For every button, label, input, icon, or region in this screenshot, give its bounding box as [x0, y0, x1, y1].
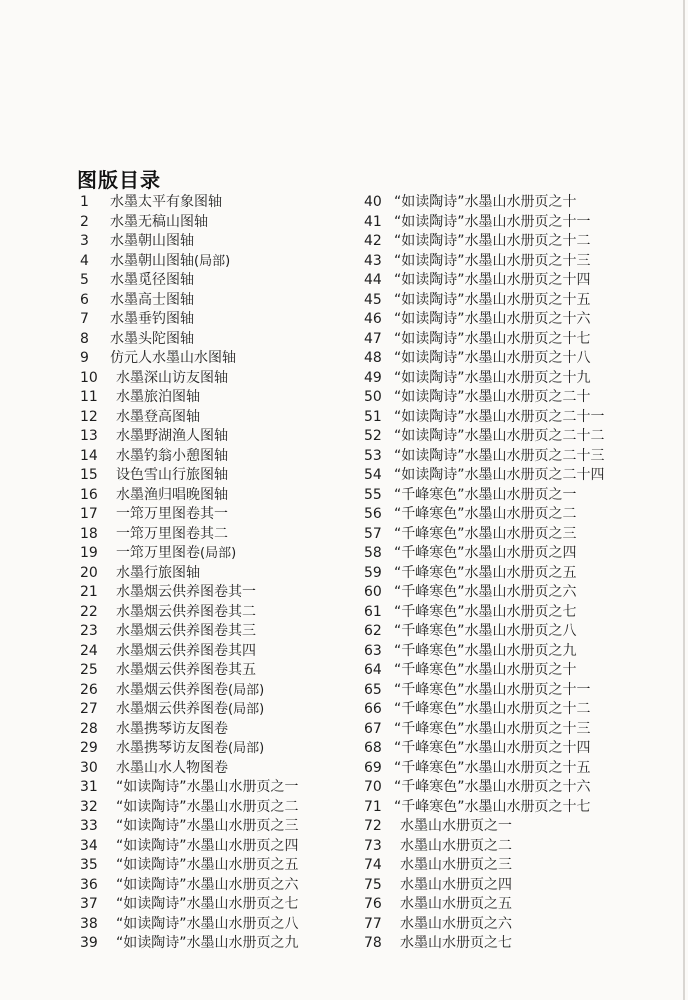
toc-entry [364, 622, 605, 642]
entry-number: 6 [80, 291, 89, 308]
entry-number: 33 [80, 818, 98, 834]
entry-title: “如读陶诗”水墨山水册页之十七 [394, 330, 591, 347]
entry-title: “如读陶诗”水墨山水册页之五 [116, 857, 299, 873]
entry-number: 55 [364, 486, 382, 503]
entry-number: 15 [80, 467, 98, 483]
toc-entry [80, 505, 299, 525]
entry-title: “如读陶诗”水墨山水册页之一 [116, 779, 299, 795]
entry-number: 50 [364, 389, 382, 405]
entry-number: 42 [364, 233, 382, 249]
toc-entry [80, 388, 299, 408]
toc-entry [80, 310, 299, 330]
toc-entry [364, 915, 605, 935]
toc-entry [80, 583, 299, 603]
entry-title: 水墨携琴访友图卷 [116, 720, 228, 737]
toc-entry [364, 603, 605, 623]
entry-number: 19 [80, 545, 98, 561]
entry-title: “如读陶诗”水墨山水册页之二十三 [394, 447, 605, 464]
toc-entry [364, 642, 605, 662]
toc-entry [80, 369, 299, 389]
entry-title: 水墨渔归唱晚图轴 [116, 486, 228, 503]
entry-number: 64 [364, 662, 382, 678]
entry-detail-note: (局部) [228, 682, 265, 698]
entry-title: 水墨山水册页之五 [400, 896, 512, 912]
toc-entry [364, 466, 605, 486]
entry-number: 63 [364, 642, 382, 659]
entry-title: 水墨野湖渔人图轴 [116, 428, 228, 444]
toc-entry [80, 642, 299, 662]
entry-number: 67 [364, 720, 382, 737]
entry-title: 水墨朝山图轴 [110, 252, 194, 269]
toc-entry [80, 193, 299, 213]
entry-number: 69 [364, 759, 382, 776]
toc-entry [364, 720, 605, 740]
toc-entry [80, 603, 299, 623]
entry-title: “千峰寒色”水墨山水册页之十四 [394, 740, 591, 756]
toc-entry [80, 622, 299, 642]
entry-number: 77 [364, 915, 382, 932]
entry-title: “如读陶诗”水墨山水册页之三 [116, 818, 299, 834]
toc-entry [364, 310, 605, 330]
toc-entry [80, 817, 299, 837]
entry-title: “如读陶诗”水墨山水册页之十二 [394, 233, 591, 249]
entry-title: “千峰寒色”水墨山水册页之十五 [394, 759, 591, 776]
toc-entry [364, 447, 605, 467]
entry-number: 14 [80, 447, 98, 464]
toc-entry [80, 408, 299, 428]
entry-title: 水墨山水册页之三 [400, 857, 512, 873]
entry-number: 48 [364, 350, 382, 366]
toc-entry [80, 213, 299, 233]
entry-number: 3 [80, 233, 89, 249]
entry-title: 仿元人水墨山水图轴 [110, 350, 236, 366]
toc-entry [364, 661, 605, 681]
entry-detail-note: (局部) [200, 546, 237, 561]
toc-entry [364, 349, 605, 369]
entry-title: 水墨登高图轴 [116, 408, 200, 425]
entry-title: “如读陶诗”水墨山水册页之十八 [394, 350, 591, 366]
entry-number: 65 [364, 681, 382, 698]
entry-number: 29 [80, 740, 98, 756]
entry-detail-note: (局部) [194, 253, 231, 269]
entry-title: 水墨烟云供养图卷其三 [116, 623, 256, 639]
toc-entry [364, 583, 605, 603]
toc-entry [364, 330, 605, 350]
toc-entry [364, 252, 605, 272]
entry-title: “如读陶诗”水墨山水册页之四 [116, 837, 299, 854]
entry-title: 设色雪山行旅图轴 [116, 467, 228, 483]
entry-title: “如读陶诗”水墨山水册页之二十四 [394, 467, 605, 483]
entry-number: 45 [364, 291, 382, 308]
toc-entry [364, 291, 605, 311]
entry-number: 40 [364, 194, 382, 210]
entry-title: 水墨山水人物图卷 [116, 759, 228, 776]
entry-title: “千峰寒色”水墨山水册页之十二 [394, 701, 591, 717]
entry-number: 4 [80, 252, 89, 269]
toc-entry [364, 388, 605, 408]
entry-title: “如读陶诗”水墨山水册页之七 [116, 896, 299, 912]
entry-detail-note: (局部) [228, 702, 265, 717]
entry-number: 35 [80, 857, 98, 873]
entry-number: 12 [80, 408, 98, 425]
toc-entry [364, 271, 605, 291]
entry-title: “千峰寒色”水墨山水册页之十六 [394, 779, 591, 795]
entry-number: 73 [364, 837, 382, 854]
toc-entry [364, 778, 605, 798]
entry-number: 25 [80, 662, 98, 678]
entry-number: 27 [80, 701, 98, 717]
entry-number: 59 [364, 564, 382, 581]
entry-title: 水墨山水册页之二 [400, 837, 512, 854]
entry-title: “千峰寒色”水墨山水册页之三 [394, 525, 577, 542]
entry-title: “如读陶诗”水墨山水册页之十三 [394, 252, 591, 269]
entry-title: 水墨携琴访友图卷 [116, 740, 228, 756]
toc-entry [80, 466, 299, 486]
toc-entry [80, 427, 299, 447]
toc-entry [80, 447, 299, 467]
entry-title: “千峰寒色”水墨山水册页之十一 [394, 681, 591, 698]
entry-title: “千峰寒色”水墨山水册页之七 [394, 603, 577, 620]
entry-number: 56 [364, 506, 382, 522]
toc-entry [80, 759, 299, 779]
entry-number: 41 [364, 213, 382, 230]
entry-number: 9 [80, 350, 89, 366]
page-edge [683, 0, 685, 1000]
entry-number: 28 [80, 720, 98, 737]
toc-entry [364, 369, 605, 389]
entry-title: “如读陶诗”水墨山水册页之二十一 [394, 408, 605, 425]
toc-entry [80, 271, 299, 291]
toc-entry [364, 408, 605, 428]
toc-entry [364, 739, 605, 759]
entry-number: 78 [364, 935, 382, 951]
entry-title: “千峰寒色”水墨山水册页之十三 [394, 720, 591, 737]
toc-column-left [80, 193, 299, 954]
toc-entry [80, 856, 299, 876]
toc-entry [80, 681, 299, 701]
toc-entry [364, 505, 605, 525]
entry-number: 7 [80, 311, 89, 327]
toc-entry [364, 232, 605, 252]
entry-title: “千峰寒色”水墨山水册页之十七 [394, 798, 591, 815]
entry-title: “千峰寒色”水墨山水册页之六 [394, 584, 577, 600]
toc-entry [364, 798, 605, 818]
entry-title: 水墨太平有象图轴 [110, 194, 222, 210]
toc-entry [364, 564, 605, 584]
entry-number: 54 [364, 467, 382, 483]
entry-number: 5 [80, 272, 89, 288]
entry-number: 17 [80, 506, 98, 522]
entry-number: 26 [80, 681, 98, 698]
entry-title: 水墨垂钓图轴 [110, 311, 194, 327]
entry-number: 37 [80, 896, 98, 912]
entry-number: 75 [364, 876, 382, 893]
toc-column-right [364, 193, 605, 954]
entry-title: “如读陶诗”水墨山水册页之九 [116, 935, 299, 951]
entry-number: 18 [80, 525, 98, 542]
toc-entry [364, 544, 605, 564]
toc-entry [80, 778, 299, 798]
toc-entry [80, 798, 299, 818]
entry-number: 57 [364, 525, 382, 542]
entry-number: 66 [364, 701, 382, 717]
entry-number: 34 [80, 837, 98, 854]
entry-title: “如读陶诗”水墨山水册页之二十二 [394, 428, 605, 444]
entry-detail-note: (局部) [228, 741, 265, 756]
toc-entry [80, 564, 299, 584]
toc-entry [80, 837, 299, 857]
toc-entry [80, 291, 299, 311]
entry-title: 水墨钓翁小憩图轴 [116, 447, 228, 464]
entry-number: 43 [364, 252, 382, 269]
entry-number: 62 [364, 623, 382, 639]
entry-number: 32 [80, 798, 98, 815]
toc-entry [80, 739, 299, 759]
entry-number: 24 [80, 642, 98, 659]
entry-number: 53 [364, 447, 382, 464]
entry-title: “如读陶诗”水墨山水册页之十五 [394, 291, 591, 308]
entry-number: 74 [364, 857, 382, 873]
entry-title: “如读陶诗”水墨山水册页之十六 [394, 311, 591, 327]
entry-title: “千峰寒色”水墨山水册页之五 [394, 564, 577, 581]
entry-title: 水墨烟云供养图卷 [116, 681, 228, 698]
entry-title: 水墨觅径图轴 [110, 272, 194, 288]
entry-title: 水墨深山访友图轴 [116, 369, 228, 386]
entry-title: “如读陶诗”水墨山水册页之二十 [394, 389, 591, 405]
toc-entry [364, 525, 605, 545]
toc-entry [364, 193, 605, 213]
entry-title: 水墨山水册页之六 [400, 915, 512, 932]
entry-number: 52 [364, 428, 382, 444]
entry-number: 1 [80, 194, 89, 210]
entry-title: “千峰寒色”水墨山水册页之九 [394, 642, 577, 659]
toc-entry [80, 915, 299, 935]
entry-number: 44 [364, 272, 382, 288]
entry-title: “千峰寒色”水墨山水册页之十 [394, 662, 577, 678]
entry-number: 36 [80, 876, 98, 893]
entry-title: “千峰寒色”水墨山水册页之八 [394, 623, 577, 639]
entry-number: 20 [80, 564, 98, 581]
entry-number: 70 [364, 779, 382, 795]
entry-number: 8 [80, 330, 89, 347]
entry-number: 60 [364, 584, 382, 600]
toc-entry [80, 330, 299, 350]
toc-entry [364, 681, 605, 701]
entry-title: 水墨头陀图轴 [110, 330, 194, 347]
entry-number: 51 [364, 408, 382, 425]
toc-entry [80, 895, 299, 915]
toc-entry [364, 700, 605, 720]
toc-entry [80, 486, 299, 506]
entry-number: 71 [364, 798, 382, 815]
entry-number: 31 [80, 779, 98, 795]
entry-number: 2 [80, 213, 89, 230]
entry-number: 47 [364, 330, 382, 347]
entry-title: 水墨山水册页之一 [400, 818, 512, 834]
toc-entry [80, 661, 299, 681]
entry-title: 水墨无稿山图轴 [110, 213, 208, 230]
toc-entry [80, 934, 299, 954]
toc-entry [364, 856, 605, 876]
entry-title: 水墨烟云供养图卷其五 [116, 662, 256, 678]
toc-entry [80, 349, 299, 369]
entry-number: 68 [364, 740, 382, 756]
toc-entry [80, 525, 299, 545]
toc-entry [80, 544, 299, 564]
entry-title: 水墨行旅图轴 [116, 564, 200, 581]
entry-title: 水墨烟云供养图卷其一 [116, 584, 256, 600]
entry-title: 水墨烟云供养图卷其二 [116, 603, 256, 620]
entry-title: “如读陶诗”水墨山水册页之十九 [394, 369, 591, 386]
entry-number: 38 [80, 915, 98, 932]
entry-number: 76 [364, 896, 382, 912]
entry-title: 水墨旅泊图轴 [116, 389, 200, 405]
toc-entry [80, 232, 299, 252]
toc-entry [364, 486, 605, 506]
entry-title: “如读陶诗”水墨山水册页之六 [116, 876, 299, 893]
entry-title: 水墨烟云供养图卷 [116, 701, 228, 717]
toc-entry [364, 934, 605, 954]
entry-title: 一筇万里图卷其二 [116, 525, 228, 542]
toc-entry [364, 759, 605, 779]
entry-title: 水墨高士图轴 [110, 291, 194, 308]
entry-number: 61 [364, 603, 382, 620]
entry-title: “千峰寒色”水墨山水册页之一 [394, 486, 577, 503]
toc-entry [80, 876, 299, 896]
entry-number: 49 [364, 369, 382, 386]
toc-entry [364, 895, 605, 915]
toc-entry [80, 720, 299, 740]
toc-entry [364, 427, 605, 447]
entry-number: 58 [364, 545, 382, 561]
toc-entry [80, 252, 299, 272]
entry-title: “如读陶诗”水墨山水册页之二 [116, 798, 299, 815]
entry-number: 39 [80, 935, 98, 951]
entry-title: 一筇万里图卷 [116, 545, 200, 561]
entry-title: “如读陶诗”水墨山水册页之八 [116, 915, 299, 932]
toc-entry [364, 837, 605, 857]
entry-number: 10 [80, 369, 98, 386]
entry-number: 16 [80, 486, 98, 503]
entry-title: “如读陶诗”水墨山水册页之十四 [394, 272, 591, 288]
entry-title: 一筇万里图卷其一 [116, 506, 228, 522]
entry-title: 水墨朝山图轴 [110, 233, 194, 249]
entry-number: 13 [80, 428, 98, 444]
entry-number: 23 [80, 623, 98, 639]
entry-number: 11 [80, 389, 98, 405]
entry-title: 水墨山水册页之七 [400, 935, 512, 951]
page-title: 图版目录 [77, 168, 161, 192]
entry-title: 水墨烟云供养图卷其四 [116, 642, 256, 659]
toc-entry [364, 817, 605, 837]
toc-entry [364, 876, 605, 896]
entry-title: “如读陶诗”水墨山水册页之十 [394, 194, 577, 210]
entry-number: 21 [80, 584, 98, 600]
entry-title: “千峰寒色”水墨山水册页之二 [394, 506, 577, 522]
entry-number: 46 [364, 311, 382, 327]
entry-number: 72 [364, 818, 382, 834]
entry-number: 30 [80, 759, 98, 776]
entry-number: 22 [80, 603, 98, 620]
entry-title: 水墨山水册页之四 [400, 876, 512, 893]
toc-entry [364, 213, 605, 233]
entry-title: “如读陶诗”水墨山水册页之十一 [394, 213, 591, 230]
toc-entry [80, 700, 299, 720]
entry-title: “千峰寒色”水墨山水册页之四 [394, 545, 577, 561]
